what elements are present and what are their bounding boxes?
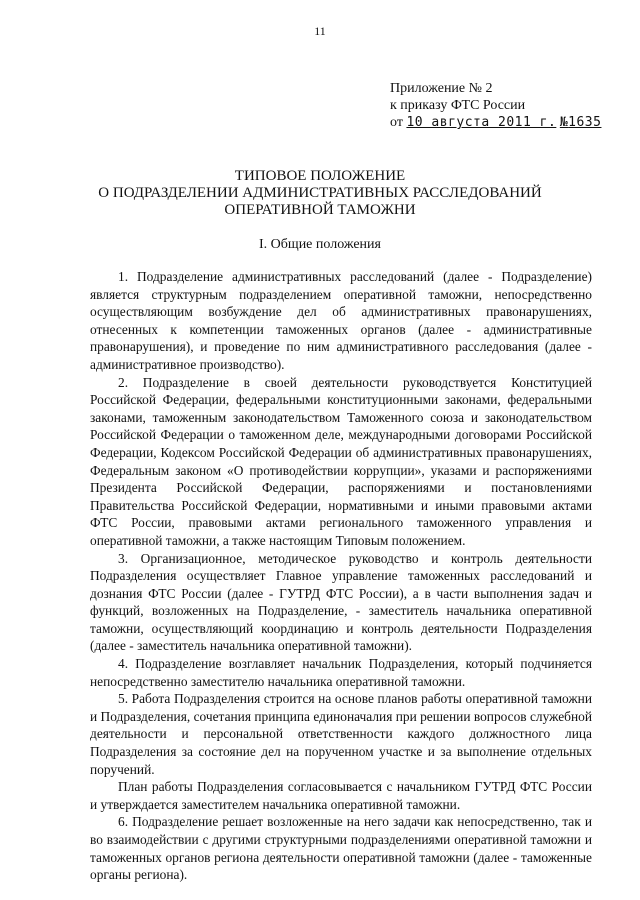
paragraph-4: 4. Подразделение возглавляет начальник Подразделения, который подчиняется непосредственно заместителю начальника оперативной таможни. [90,656,592,689]
document-title [40,168,600,219]
page-number: 11 [314,24,326,38]
appendix-number-mark: № [559,115,569,130]
title-line-1: ТИПОВОЕ ПОЛОЖЕНИЕ [234,168,406,184]
body-text [90,268,592,884]
appendix-order-number: 1635 [568,115,602,130]
paragraph-5: 5. Работа Подразделения строится на основе планов работы оперативной таможни и Подразделения, сочетания принципа единоначалия при решении вопросов служебной деятельности и персональной ответственности каждого должностного лица Подразделения за состояние дел на порученном участке и за выполнение отдельных поручений. [90,691,592,777]
paragraph-5-plan: План работы Подразделения согласовывается с начальником ГУТРД ФТС России и утверждается заместителем начальника оперативной таможни. [90,779,592,812]
title-line-2: О ПОДРАЗДЕЛЕНИИ АДМИНИСТРАТИВНЫХ РАССЛЕДОВАНИЙ [98,185,542,201]
appendix-date-line [390,114,630,131]
appendix-number: Приложение № 2 [390,81,493,96]
paragraph-6: 6. Подразделение решает возложенные на него задачи как непосредственно, так и во взаимодействии с другими структурными подразделениями оперативной таможни и таможенных органов региона деятельности оперативной таможни (далее - таможенные органы региона). [90,814,592,883]
appendix-date: 10 августа 2011 г. [406,115,557,130]
appendix-block [390,80,630,131]
title-line-3: ОПЕРАТИВНОЙ ТАМОЖНИ [224,202,416,218]
section-heading: I. Общие положения [259,237,381,252]
paragraph-2: 2. Подразделение в своей деятельности руководствуется Конституцией Российской Федерации, федеральными конституционными законами, федеральными законами, таможенным законодательством Таможенного союза и законодательством Российской Федерации о таможенном деле, международными договорами Российской Федерации, Кодексом Российской Федерации об административных правонарушениях, Федеральным законом «О противодействии коррупции», указами и распоряжениями Президента Российской Федерации, распоряжениями и постановлениями Правительства Российской Федерации, нормативными и иными правовыми актами ФТС России, правовыми актами регионального таможенного управления и оперативной таможни, а также настоящим Типовым положением. [90,374,592,548]
appendix-order-ref: к приказу ФТС России [390,98,526,113]
paragraph-1: 1. Подразделение административных расследований (далее - Подразделение) является структурным подразделением оперативной таможни, непосредственно осуществляющим возбуждение дел об административных правонарушениях, отнесенных к компетенции таможенных органов (далее - административные правонарушения), и проведение по ним административного расследования (далее - административное производство). [90,269,592,372]
paragraph-3: 3. Организационное, методическое руководство и контроль деятельности Подразделения осуществляет Главное управление таможенных расследований и дознания ФТС России (далее - ГУТРД ФТС России), а в части выполнения задач и функций, возложенных на Подразделение, - заместитель начальника оперативной таможни, осуществляющий координацию и контроль деятельности Подразделения (далее - заместитель начальника оперативной таможни). [90,550,592,654]
appendix-date-prefix: от [390,115,403,130]
